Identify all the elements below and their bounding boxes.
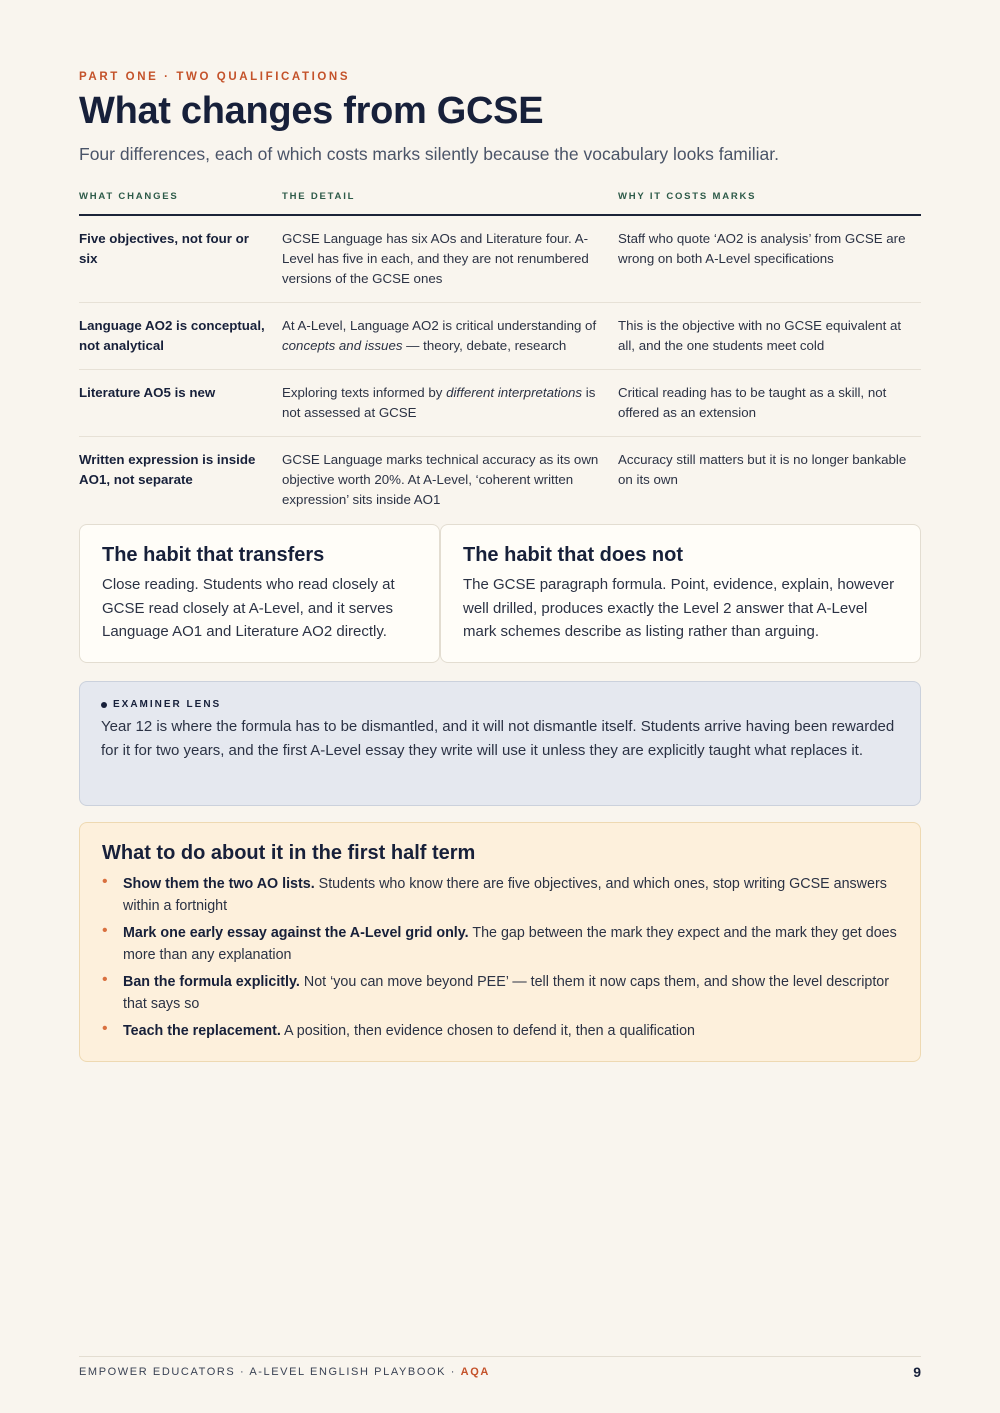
first-half-term-title: What to do about it in the first half term — [102, 842, 476, 864]
list-item — [102, 873, 898, 917]
page-number: 9 — [913, 1364, 921, 1380]
detail-text: is not assessed at GCSE — [282, 385, 596, 420]
cell-detail — [282, 303, 618, 370]
cell-why: Staff who quote ‘AO2 is analysis’ from GCSE are wrong on both A-Level specifications — [618, 215, 921, 303]
cell-detail: GCSE Language marks technical accuracy as its own objective worth 20%. At A-Level, ‘coherent written expression’ sits inside AO1 — [282, 452, 599, 507]
bullet-icon: • — [102, 1020, 108, 1037]
footer-exam-board: AQA — [460, 1366, 490, 1378]
list-item — [102, 971, 898, 1015]
detail-emphasis: different interpretations — [446, 385, 583, 400]
cell-change: Five objectives, not four or six — [79, 215, 282, 303]
cell-why: Critical reading has to be taught as a skill, not offered as an extension — [618, 370, 921, 437]
table-row — [79, 303, 921, 370]
examiner-lens-label: EXAMINER LENS — [113, 699, 222, 710]
action-text: Students who know there are five objectives, and which ones, stop writing GCSE answers within a fortnight — [123, 876, 887, 914]
cell-why: This is the objective with no GCSE equivalent at all, and the one students meet cold — [618, 303, 921, 370]
column-header-detail: THE DETAIL — [282, 187, 618, 215]
bullet-icon: • — [102, 971, 108, 988]
bullet-icon: • — [102, 873, 108, 890]
footer — [79, 1366, 921, 1378]
column-header-what-changes: WHAT CHANGES — [79, 187, 282, 215]
page-title: What changes from GCSE — [79, 90, 544, 132]
table-row — [79, 215, 921, 303]
footer-divider — [79, 1356, 921, 1357]
action-text: Not ‘you can move beyond PEE’ — tell them it now caps them, and show the level descriptor that says so — [123, 974, 890, 1012]
table-header-row — [79, 187, 921, 215]
habit-does-not-card — [440, 524, 921, 663]
detail-emphasis: concepts and issues — [282, 338, 403, 353]
examiner-lens-callout — [79, 681, 921, 806]
examiner-lens-tag — [101, 699, 900, 710]
cell-detail: GCSE Language has six AOs and Literature four. A-Level has five in each, and they are not renumbered versions of the GCSE ones — [282, 215, 618, 303]
table-row — [79, 437, 921, 524]
action-lead: Mark one early essay against the A-Level grid only. — [123, 925, 469, 941]
action-lead: Teach the replacement. — [123, 1023, 281, 1039]
table-row — [79, 370, 921, 437]
action-lead: Show them the two AO lists. — [123, 876, 315, 892]
cell-detail — [282, 370, 618, 437]
detail-text: Exploring texts informed by — [282, 385, 447, 400]
action-text: A position, then evidence chosen to defend it, then a qualification — [280, 1023, 695, 1039]
cell-change: Written expression is inside AO1, not separate — [79, 452, 256, 487]
differences-table — [79, 187, 921, 523]
examiner-lens-body: Year 12 is where the formula has to be dismantled, and it will not dismantle itself. Students arrive having been rewarded for it for two years, and the first A-Level essay they write will use it unless they are explicitly taught what replaces it. — [101, 718, 895, 759]
list-item — [102, 922, 898, 966]
habit-does-not-body: The GCSE paragraph formula. Point, evidence, explain, however well drilled, produces exactly the Level 2 answer that A-Level mark schemes describe as listing rather than arguing. — [463, 576, 895, 640]
habit-transfers-card — [79, 524, 440, 663]
bullet-icon: • — [102, 922, 108, 939]
page-subtitle: Four differences, each of which costs marks silently because the vocabulary looks familiar. — [79, 144, 779, 164]
column-header-why: WHY IT COSTS MARKS — [618, 187, 921, 215]
section-eyebrow: PART ONE · TWO QUALIFICATIONS — [79, 71, 351, 83]
action-text: The gap between the mark they expect and the mark they get does more than any explanation — [123, 925, 897, 963]
detail-text: — theory, debate, research — [402, 338, 567, 353]
dot-icon — [101, 702, 107, 708]
cell-change: Language AO2 is conceptual, not analytical — [79, 303, 282, 370]
footer-publication: EMPOWER EDUCATORS · A-LEVEL ENGLISH PLAYBOOK · — [79, 1366, 461, 1378]
action-list — [102, 873, 898, 1042]
action-lead: Ban the formula explicitly. — [123, 974, 300, 990]
list-item — [102, 1020, 898, 1042]
habit-transfers-body: Close reading. Students who read closely at GCSE read closely at A-Level, and it serves Language AO1 and Literature AO2 directly. — [102, 576, 395, 640]
habit-does-not-title: The habit that does not — [463, 544, 683, 566]
detail-text: At A-Level, Language AO2 is critical understanding of — [282, 318, 597, 333]
first-half-term-panel — [79, 822, 921, 1062]
cell-why: Accuracy still matters but it is no longer bankable on its own — [618, 452, 907, 487]
cell-change: Literature AO5 is new — [79, 370, 282, 437]
habit-transfers-title: The habit that transfers — [102, 544, 325, 566]
